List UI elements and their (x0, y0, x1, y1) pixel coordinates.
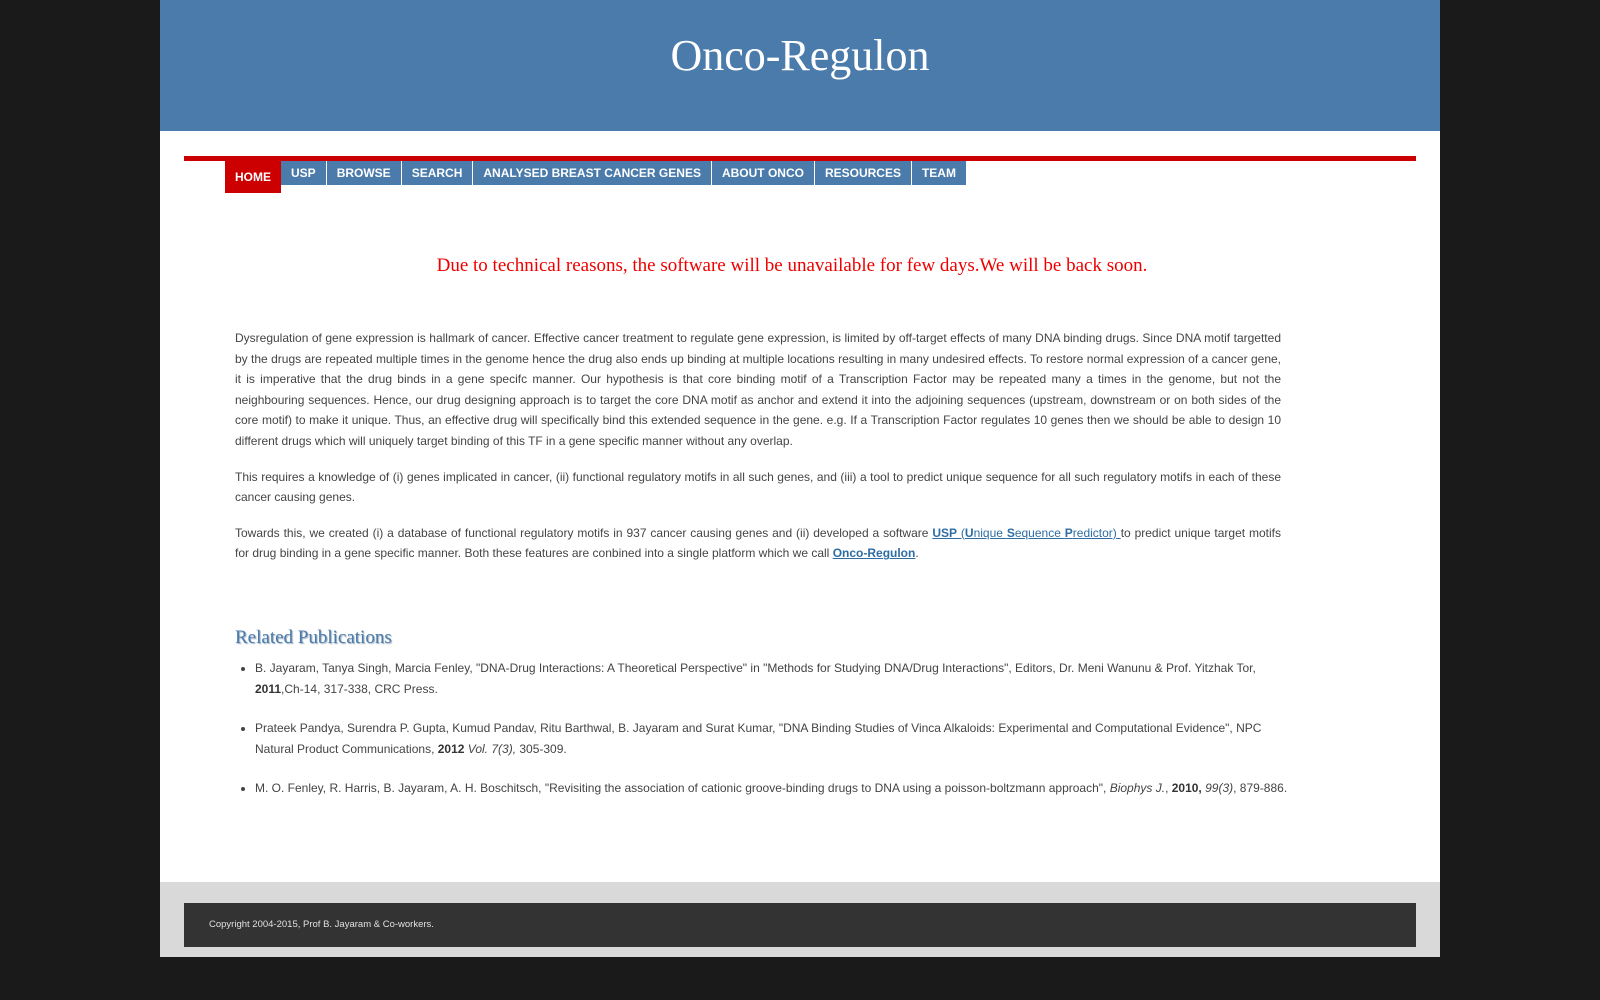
nav-team[interactable]: TEAM (911, 161, 966, 185)
nav-analysed-breast-cancer-genes[interactable]: ANALYSED BREAST CANCER GENES (472, 161, 711, 185)
intro-p3-middle: to predict unique target motifs for drug binding in a gene specific manner. Both these features are conbined into a single platform which we call (235, 525, 1281, 561)
nav-browse[interactable]: BROWSE (326, 161, 401, 185)
intro-content (235, 328, 1281, 579)
site-header (160, 0, 1440, 131)
publication-item: • Prateek Pandya, Surendra P. Gupta, Kumud Pandav, Ritu Barthwal, B. Jayaram and Surat Kumar, "DNA Binding Studies of Vinca Alkaloids: Experimental and Computational Evidence", NPC Natural Product Communications, 2012 Vol. 7(3), 305-309. (255, 718, 1301, 759)
main-nav (225, 161, 966, 193)
nav-resources[interactable]: RESOURCES (814, 161, 911, 185)
publications-list (235, 658, 1301, 818)
intro-p3-start: Towards this, we created (i) a database of functional regulatory motifs in 937 cancer causing genes and (ii) developed a software (235, 525, 933, 540)
intro-paragraph-2: This requires a knowledge of (i) genes implicated in cancer, (ii) functional regulatory motifs in all such genes, and (iii) a tool to predict unique sequence for all such regulatory motifs in each of these cancer causing genes. (235, 469, 1281, 505)
site-title: Onco-Regulon (670, 31, 930, 80)
page-container (160, 0, 1440, 957)
publication-item: • M. O. Fenley, R. Harris, B. Jayaram, A. H. Boschitsch, "Revisiting the association of cationic groove-binding drugs to DNA using a poisson-boltzmann approach", Biophys J., 2010, 99(3), 879-886. (255, 778, 1301, 799)
intro-paragraph-3: Towards this, we created (i) a database of functional regulatory motifs in 937 cancer causing genes and (ii) developed a software USP (Unique Sequence Predictor) to predict unique target motifs for drug binding in a gene specific manner. Both these features are conbined into a single platform which we call Onco-Regulon. (235, 525, 1281, 561)
usp-link[interactable]: USP (Unique Sequence Predictor) (932, 525, 1121, 540)
footer-bar (184, 903, 1416, 947)
nav-search[interactable]: SEARCH (401, 161, 473, 185)
publications-heading: Related Publications (235, 627, 392, 648)
maintenance-notice: Due to technical reasons, the software will be unavailable for few days.We will be back soon. (436, 255, 1148, 276)
nav-usp[interactable]: USP (281, 161, 326, 185)
nav-about-onco[interactable]: ABOUT ONCO (711, 161, 814, 185)
copyright-text: Copyright 2004-2015, Prof B. Jayaram & Co-workers. (209, 919, 434, 930)
publication-item: • B. Jayaram, Tanya Singh, Marcia Fenley, "DNA-Drug Interactions: A Theoretical Perspective" in "Methods for Studying DNA/Drug Interactions", Editors, Dr. Meni Wanunu & Prof. Yitzhak Tor, 2011,Ch-14, 317-338, CRC Press. (255, 658, 1301, 699)
onco-regulon-link[interactable]: Onco-Regulon (832, 546, 916, 561)
intro-paragraph-1: Dysregulation of gene expression is hallmark of cancer. Effective cancer treatment to regulate gene expression, is limited by off-target effects of many DNA binding drugs. Since DNA motif targetted by the drugs are repeated multiple times in the genome hence the drug also ends up binding at multiple locations resulting in many undesired effects. To restore normal expression of a cancer gene, it is imperative that the drug binds in a gene specifc manner. Our hypothesis is that core binding motif of a Transcription Factor may be repeated many a times in the genome, but not the neighbouring sequences. Hence, our drug designing approach is to target the core DNA motif as anchor and extend it into the adjoining sequences (upstream, downstream or on both sides of the core motif) to make it unique. Thus, an effective drug will specifically bind this extended sequence in the gene. e.g. If a Transcription Factor regulates 10 genes then we should be able to design 10 different drugs which will uniquely target binding of this TF in a gene specific manner without any overlap. (235, 331, 1281, 448)
nav-home[interactable]: HOME (225, 161, 281, 193)
